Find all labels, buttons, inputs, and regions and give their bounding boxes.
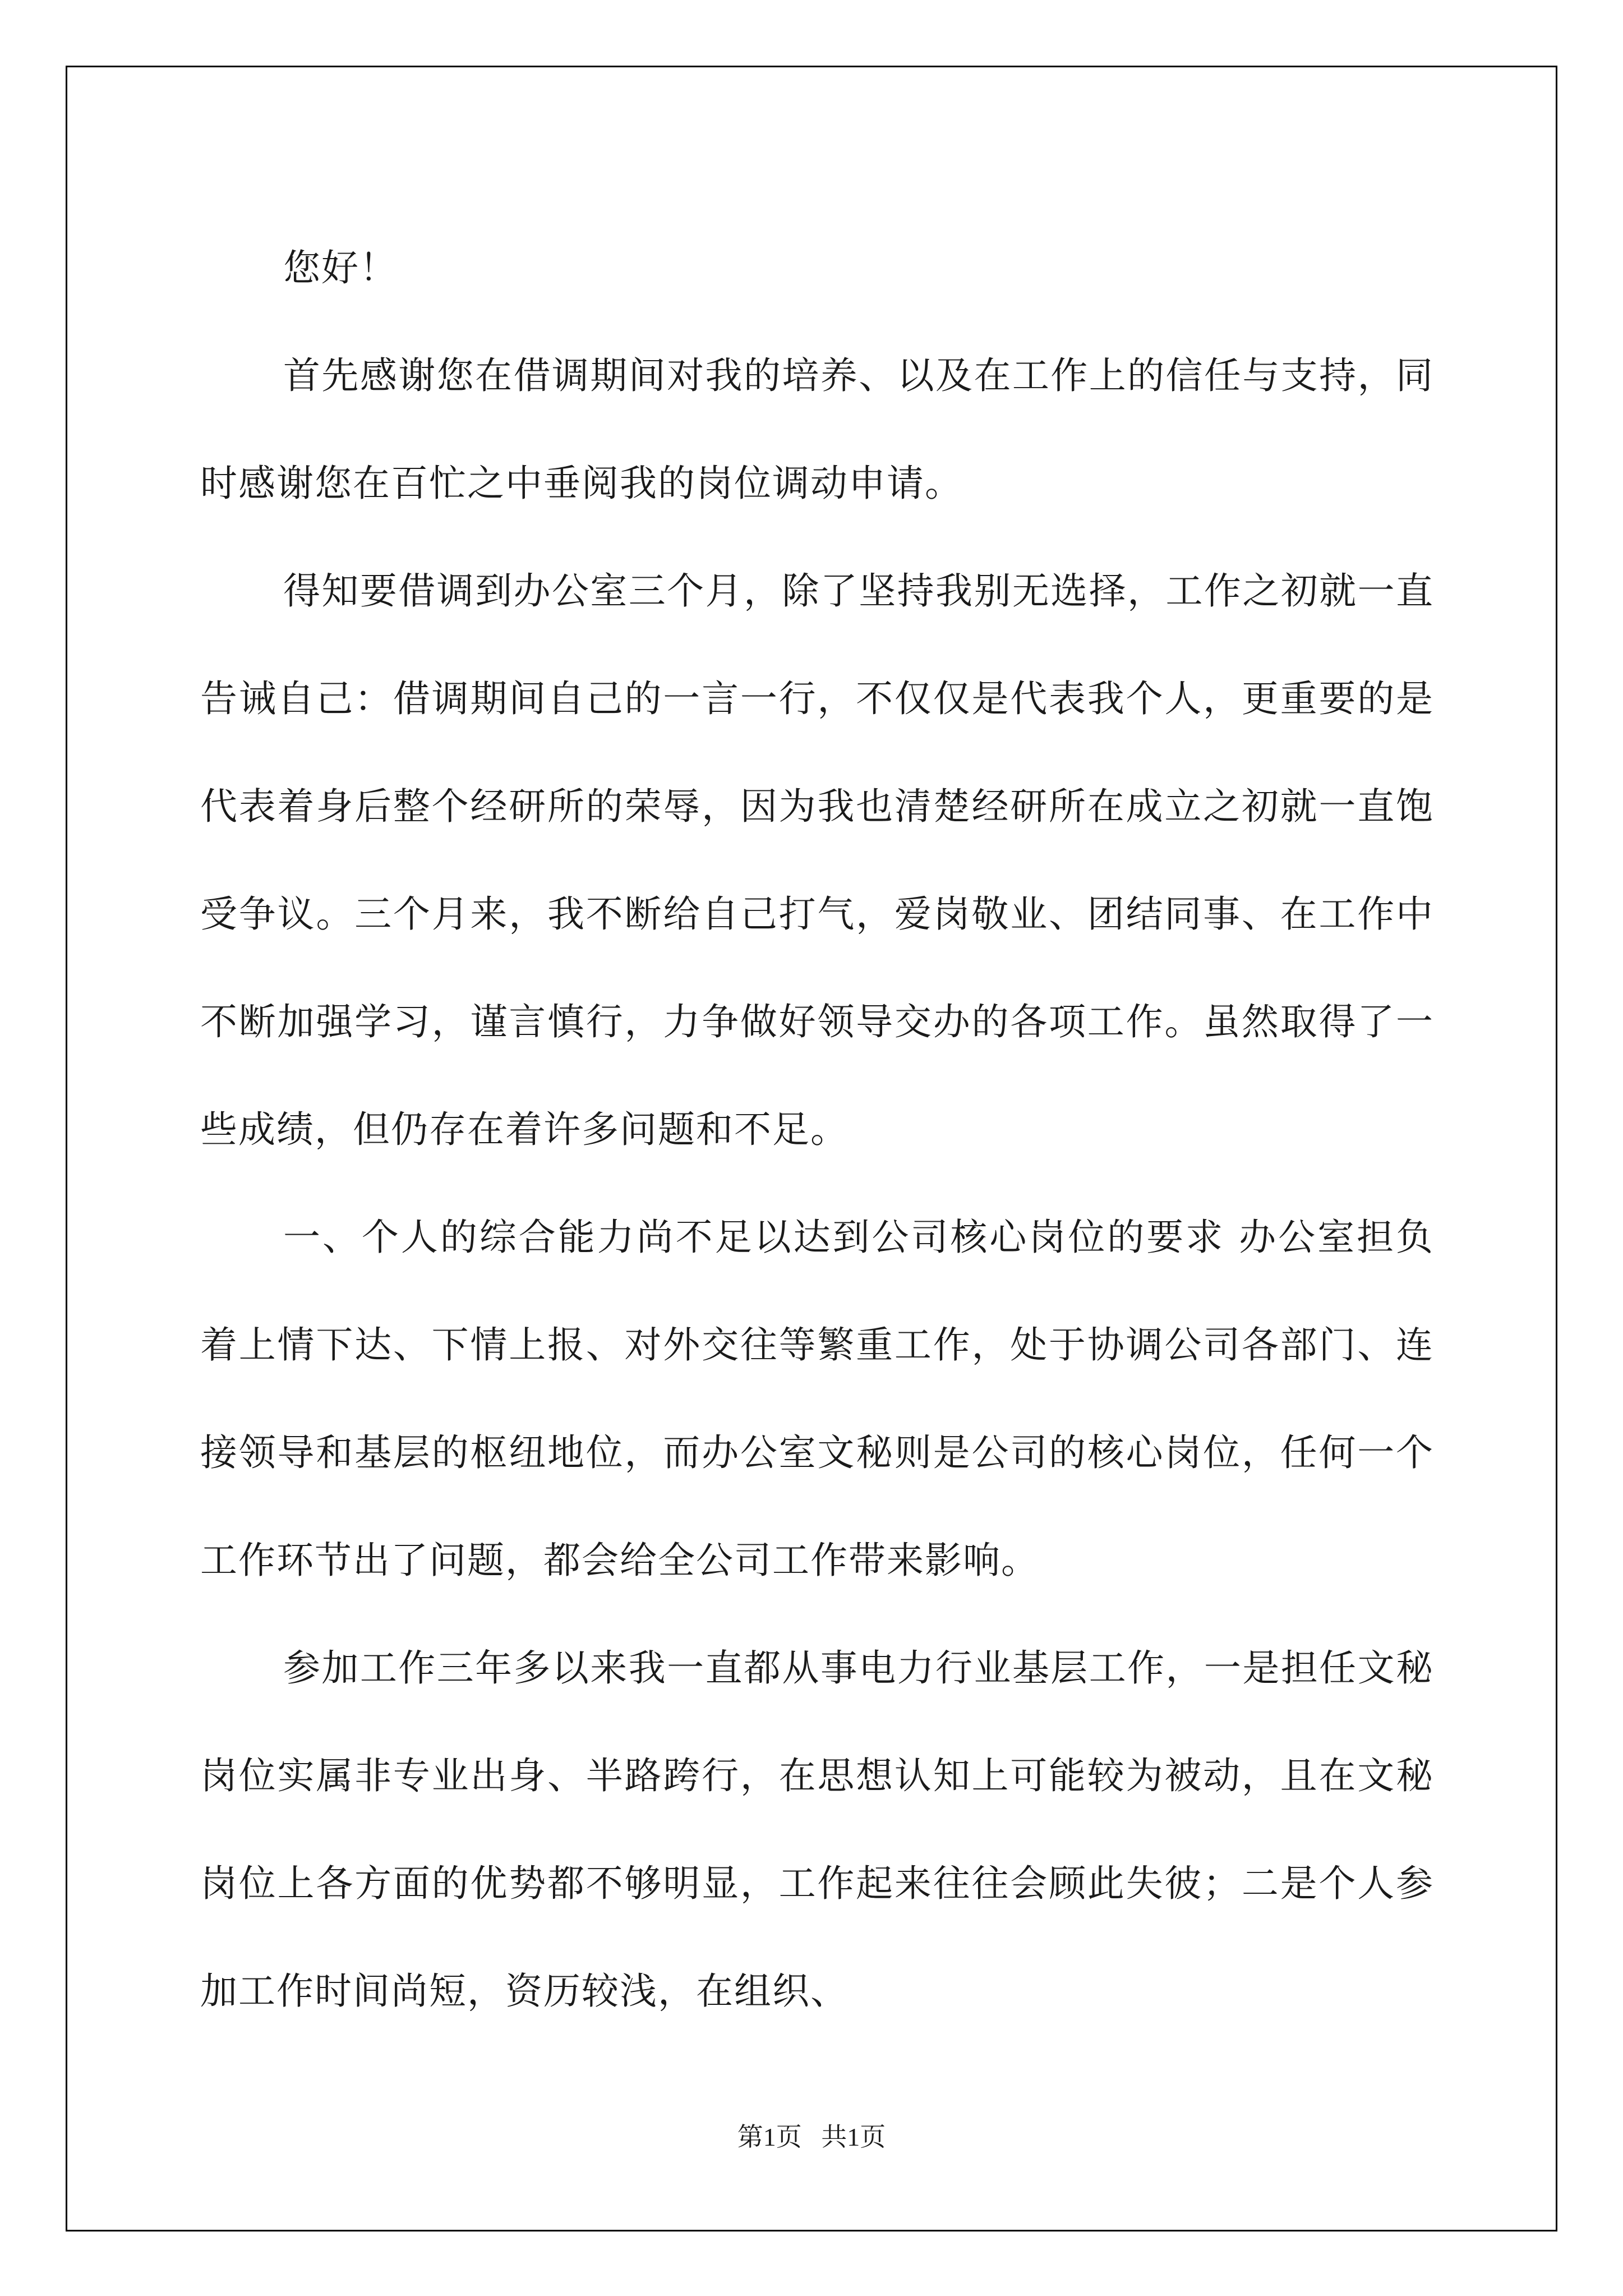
paragraph: 首先感谢您在借调期间对我的培养、以及在工作上的信任与支持，同时感谢您在百忙之中垂阅我的岗位调动申请。	[200, 354, 1434, 505]
letter-body	[200, 214, 1434, 2045]
paragraph: 参加工作三年多以来我一直都从事电力行业基层工作，一是担任文秘岗位实属非专业出身、半路跨行，在思想认知上可能较为被动，且在文秘岗位上各方面的优势都不够明显，工作起来往往会顾此失彼；二是个人参加工作时间尚短，资历较浅，在组织、	[200, 1646, 1434, 2013]
greeting: 您好！	[283, 246, 398, 289]
page-footer	[0, 2120, 1623, 2154]
paragraph: 一、个人的综合能力尚不足以达到公司核心岗位的要求 办公室担负着上情下达、下情上报、对外交往等繁重工作，处于协调公司各部门、连接领导和基层的枢纽地位，而办公室文秘则是公司的核心岗位，任何一个工作环节出了问题，都会给全公司工作带来影响。	[200, 1216, 1434, 1582]
page-number: 第1页	[737, 2123, 802, 2151]
paragraph: 得知要借调到办公室三个月，除了坚持我别无选择，工作之初就一直告诫自己：借调期间自己的一言一行，不仅仅是代表我个人，更重要的是代表着身后整个经研所的荣辱，因为我也清楚经研所在成立之初就一直饱受争议。三个月来，我不断给自己打气，爱岗敬业、团结同事、在工作中不断加强学习，谨言慎行，力争做好领导交办的各项工作。虽然取得了一些成绩，但仍存在着许多问题和不足。	[200, 569, 1434, 1151]
footer-gap	[802, 2123, 822, 2151]
page-total: 共1页	[821, 2123, 886, 2151]
